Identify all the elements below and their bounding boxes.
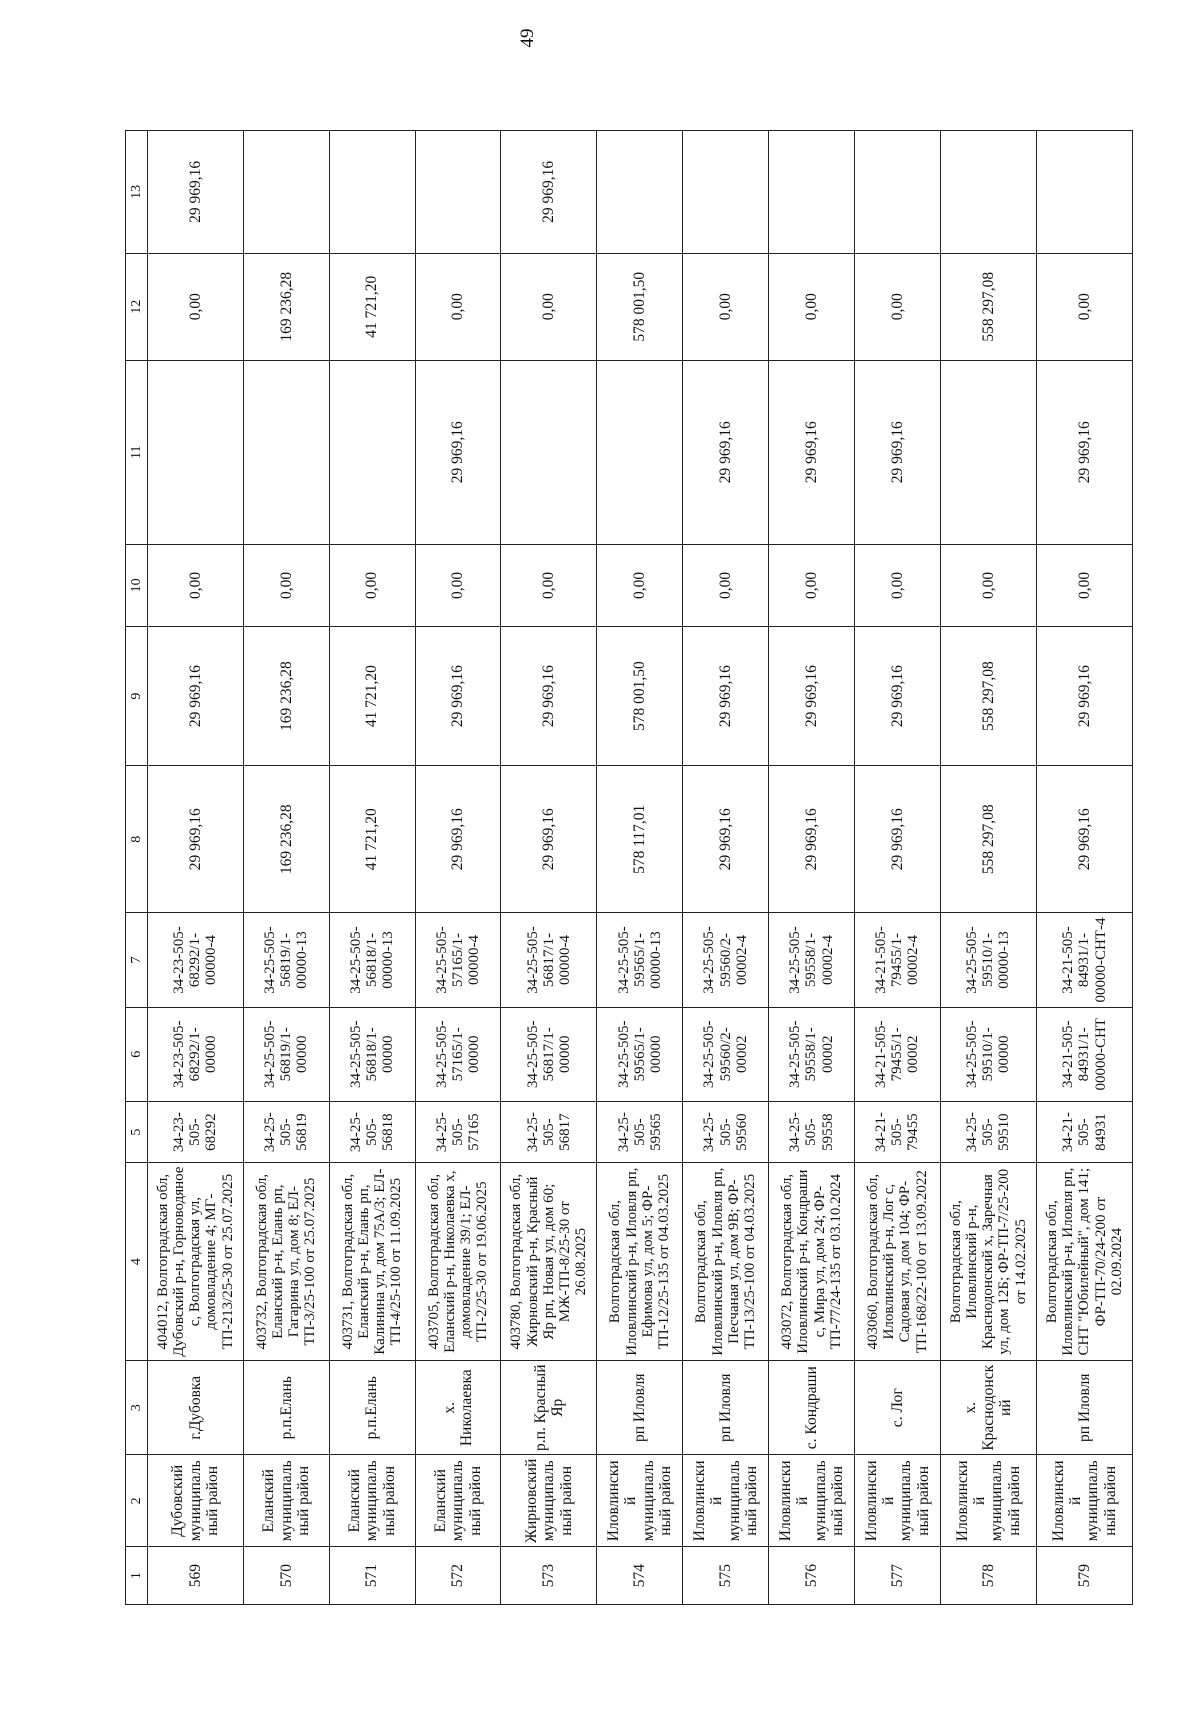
address-cell: Волгоградская обл, Иловлинский р-н, Иловля рп, СНТ "Юбилейный", дом 141; ФР-ТП-70/24-200 от 02.09.2024 (1036, 1163, 1132, 1361)
code-cell: 34-25-505-59565/1-00000-13 (597, 913, 683, 1007)
rotated-table-container (125, 130, 1133, 1605)
settlement-cell: г.Дубовка (147, 1361, 243, 1455)
amount-cell: 29 969,16 (1036, 360, 1132, 544)
row-number-cell: 570 (243, 1547, 329, 1605)
amount-cell: 0,00 (501, 544, 597, 626)
district-cell: Иловлинский муниципальный район (683, 1455, 769, 1547)
row-number-cell: 574 (597, 1547, 683, 1605)
amount-cell: 0,00 (854, 253, 940, 360)
amount-cell: 0,00 (683, 544, 769, 626)
code-cell: 34-25-505-59558 (769, 1101, 855, 1162)
code-cell: 34-25-505-59558/1-00002 (769, 1007, 855, 1101)
address-cell: 403732, Волгоградская обл, Еланский р-н, Елань рп, Гагарина ул, дом 8; ЕЛ-ТП-3/25-100 от 25.07.2025 (243, 1163, 329, 1361)
code-cell: 34-25-505-56819 (243, 1101, 329, 1162)
amount-cell: 29 969,16 (501, 131, 597, 254)
table-row (597, 131, 683, 1605)
amount-cell: 0,00 (243, 544, 329, 626)
column-number: 2 (126, 1455, 148, 1547)
code-cell: 34-25-505-59510 (940, 1101, 1036, 1162)
table-row (147, 131, 243, 1605)
column-number: 5 (126, 1101, 148, 1162)
code-cell: 34-25-505-59510/1-00000 (940, 1007, 1036, 1101)
column-number: 10 (126, 544, 148, 626)
address-cell: 404012, Волгоградская обл, Дубовский р-н, Горноводяное с, Волгоградская ул, домовладение 4; МГ-ТП-213/25-30 от 25.07.2025 (147, 1163, 243, 1361)
table-row (1036, 131, 1132, 1605)
amount-cell: 558 297,08 (940, 766, 1036, 913)
code-cell: 34-25-505-59558/1-00002-4 (769, 913, 855, 1007)
column-number: 1 (126, 1547, 148, 1605)
table-row (854, 131, 940, 1605)
code-cell: 34-23-505-68292/1-00000 (147, 1007, 243, 1101)
district-cell: Еланский муниципальный район (415, 1455, 501, 1547)
amount-cell: 0,00 (415, 544, 501, 626)
settlement-cell: р.п. Красный Яр (501, 1361, 597, 1455)
row-number-cell: 571 (329, 1547, 415, 1605)
amount-cell: 29 969,16 (854, 627, 940, 766)
address-cell: Волгоградская обл, Иловлинский р-н, Иловля рп, Ефимова ул, дом 5; ФР-ТП-12/25-135 от 04.03.2025 (597, 1163, 683, 1361)
table-row (501, 131, 597, 1605)
amount-cell: 29 969,16 (501, 627, 597, 766)
code-cell: 34-21-505-84931/1-00000-СНТ (1036, 1007, 1132, 1101)
settlement-cell: рп Иловля (683, 1361, 769, 1455)
amount-cell: 578 117,01 (597, 766, 683, 913)
amount-cell: 578 001,50 (597, 253, 683, 360)
row-number-cell: 579 (1036, 1547, 1132, 1605)
code-cell: 34-25-505-59560/2-00002 (683, 1007, 769, 1101)
code-cell: 34-21-505-79455 (854, 1101, 940, 1162)
settlement-cell: р.п.Елань (243, 1361, 329, 1455)
amount-cell: 29 969,16 (147, 766, 243, 913)
amount-cell: 29 969,16 (683, 766, 769, 913)
code-cell: 34-21-505-79455/1-00002 (854, 1007, 940, 1101)
amount-cell: 0,00 (329, 544, 415, 626)
amount-cell (597, 131, 683, 254)
amount-cell: 558 297,08 (940, 627, 1036, 766)
amount-cell (854, 131, 940, 254)
column-number: 6 (126, 1007, 148, 1101)
district-cell: Иловлинский муниципальный район (597, 1455, 683, 1547)
amount-cell: 0,00 (683, 253, 769, 360)
column-number-row (126, 131, 148, 1605)
column-number: 8 (126, 766, 148, 913)
code-cell: 34-21-505-84931/1-00000-СНТ-4 (1036, 913, 1132, 1007)
code-cell: 34-25-505-56817/1-00000-4 (501, 913, 597, 1007)
amount-cell: 578 001,50 (597, 627, 683, 766)
code-cell: 34-25-505-56817/1-00000 (501, 1007, 597, 1101)
amount-cell: 0,00 (940, 544, 1036, 626)
district-cell: Иловлинский муниципальный район (1036, 1455, 1132, 1547)
code-cell: 34-25-505-59560 (683, 1101, 769, 1162)
amount-cell: 29 969,16 (415, 627, 501, 766)
table-body (126, 131, 1133, 1605)
table-row (683, 131, 769, 1605)
amount-cell: 29 969,16 (501, 766, 597, 913)
address-cell: 403072, Волгоградская обл, Иловлинский р-н, Кондраши с, Мира ул, дом 24; ФР-ТП-77/24-135 от 03.10.2024 (769, 1163, 855, 1361)
amount-cell: 0,00 (147, 544, 243, 626)
amount-cell: 169 236,28 (243, 253, 329, 360)
address-cell: 403780, Волгоградская обл, Жирновский р-н, Красный Яр рп, Новая ул, дом 60; МЖ-ТП-8/25-30 от 26.08.2025 (501, 1163, 597, 1361)
address-cell: 403705, Волгоградская обл, Еланский р-н, Николаевка х, домовладение 39/1; ЕЛ-ТП-2/25-30 от 19.06.2025 (415, 1163, 501, 1361)
code-cell: 34-25-505-59565/1-00000 (597, 1007, 683, 1101)
amount-cell (501, 360, 597, 544)
amount-cell: 29 969,16 (854, 360, 940, 544)
column-number: 12 (126, 253, 148, 360)
row-number-cell: 578 (940, 1547, 1036, 1605)
district-cell: Еланский муниципальный район (243, 1455, 329, 1547)
amount-cell: 29 969,16 (1036, 627, 1132, 766)
row-number-cell: 572 (415, 1547, 501, 1605)
district-cell: Иловлинский муниципальный район (854, 1455, 940, 1547)
amount-cell: 29 969,16 (769, 627, 855, 766)
amount-cell: 0,00 (1036, 253, 1132, 360)
code-cell: 34-25-505-57165 (415, 1101, 501, 1162)
settlement-cell: х. Николаевка (415, 1361, 501, 1455)
code-cell: 34-21-505-79455/1-00002-4 (854, 913, 940, 1007)
amount-cell (243, 360, 329, 544)
address-cell: 403060, Волгоградская обл, Иловлинский р-н, Лог с, Садовая ул, дом 104; ФР-ТП-168/22-100 от 13.09.2022 (854, 1163, 940, 1361)
row-number-cell: 575 (683, 1547, 769, 1605)
row-number-cell: 569 (147, 1547, 243, 1605)
amount-cell: 0,00 (597, 544, 683, 626)
district-cell: Иловлинский муниципальный район (940, 1455, 1036, 1547)
table-row (415, 131, 501, 1605)
amount-cell (147, 360, 243, 544)
row-number-cell: 577 (854, 1547, 940, 1605)
code-cell: 34-25-505-59510/1-00000-13 (940, 913, 1036, 1007)
settlement-cell: с. Лог (854, 1361, 940, 1455)
row-number-cell: 576 (769, 1547, 855, 1605)
column-number: 13 (126, 131, 148, 254)
column-number: 11 (126, 360, 148, 544)
amount-cell: 0,00 (1036, 544, 1132, 626)
amount-cell: 0,00 (769, 253, 855, 360)
amount-cell (769, 131, 855, 254)
amount-cell: 29 969,16 (147, 627, 243, 766)
settlement-cell: р.п.Елань (329, 1361, 415, 1455)
code-cell: 34-25-505-56818 (329, 1101, 415, 1162)
amount-cell (329, 131, 415, 254)
amount-cell (1036, 131, 1132, 254)
code-cell: 34-25-505-56819/1-00000-13 (243, 913, 329, 1007)
amount-cell (940, 360, 1036, 544)
district-cell: Иловлинский муниципальный район (769, 1455, 855, 1547)
amount-cell (243, 131, 329, 254)
code-cell: 34-25-505-57165/1-00000-4 (415, 913, 501, 1007)
code-cell: 34-21-505-84931 (1036, 1101, 1132, 1162)
table-row (329, 131, 415, 1605)
amount-cell: 29 969,16 (683, 627, 769, 766)
table-row (769, 131, 855, 1605)
settlement-cell: рп Иловля (1036, 1361, 1132, 1455)
amount-cell (683, 131, 769, 254)
code-cell: 34-25-505-56819/1-00000 (243, 1007, 329, 1101)
settlement-cell: рп Иловля (597, 1361, 683, 1455)
amount-cell (415, 131, 501, 254)
amount-cell: 41 721,20 (329, 766, 415, 913)
code-cell: 34-25-505-59565 (597, 1101, 683, 1162)
data-table (125, 130, 1133, 1605)
column-number: 7 (126, 913, 148, 1007)
address-cell: Волгоградская обл, Иловлинский р-н, Иловля рп, Песчаная ул, дом 9В; ФР-ТП-13/25-100 от 04.03.2025 (683, 1163, 769, 1361)
amount-cell: 41 721,20 (329, 253, 415, 360)
code-cell: 34-25-505-57165/1-00000 (415, 1007, 501, 1101)
column-number: 3 (126, 1361, 148, 1455)
amount-cell: 0,00 (769, 544, 855, 626)
amount-cell: 0,00 (854, 544, 940, 626)
address-cell: Волгоградская обл, Иловлинский р-н, Краснодонский х, Заречная ул, дом 12Б; ФР-ТП-7/25-200 от 14.02.2025 (940, 1163, 1036, 1361)
address-cell: 403731, Волгоградская обл, Еланский р-н, Елань рп, Калинина ул, дом 75А/3; ЕЛ-ТП-4/25-100 от 11.09.2025 (329, 1163, 415, 1361)
amount-cell: 29 969,16 (854, 766, 940, 913)
amount-cell: 29 969,16 (769, 766, 855, 913)
amount-cell: 29 969,16 (147, 131, 243, 254)
code-cell: 34-25-505-56818/1-00000-13 (329, 913, 415, 1007)
column-number: 4 (126, 1163, 148, 1361)
district-cell: Еланский муниципальный район (329, 1455, 415, 1547)
amount-cell: 0,00 (501, 253, 597, 360)
table-row (940, 131, 1036, 1605)
amount-cell (940, 131, 1036, 254)
district-cell: Жирновский муниципальный район (501, 1455, 597, 1547)
amount-cell: 29 969,16 (415, 360, 501, 544)
amount-cell (597, 360, 683, 544)
amount-cell (329, 360, 415, 544)
amount-cell: 29 969,16 (683, 360, 769, 544)
amount-cell: 29 969,16 (415, 766, 501, 913)
code-cell: 34-23-505-68292/1-00000-4 (147, 913, 243, 1007)
code-cell: 34-25-505-56817 (501, 1101, 597, 1162)
district-cell: Дубовский муниципальный район (147, 1455, 243, 1547)
row-number-cell: 573 (501, 1547, 597, 1605)
code-cell: 34-25-505-56818/1-00000 (329, 1007, 415, 1101)
amount-cell: 169 236,28 (243, 766, 329, 913)
settlement-cell: х. Краснодонский (940, 1361, 1036, 1455)
amount-cell: 558 297,08 (940, 253, 1036, 360)
amount-cell: 0,00 (147, 253, 243, 360)
amount-cell: 29 969,16 (769, 360, 855, 544)
code-cell: 34-23-505-68292 (147, 1101, 243, 1162)
code-cell: 34-25-505-59560/2-00002-4 (683, 913, 769, 1007)
settlement-cell: с. Кондраши (769, 1361, 855, 1455)
amount-cell: 41 721,20 (329, 627, 415, 766)
amount-cell: 169 236,28 (243, 627, 329, 766)
page-number: 49 (517, 28, 538, 48)
table-row (243, 131, 329, 1605)
column-number: 9 (126, 627, 148, 766)
amount-cell: 29 969,16 (1036, 766, 1132, 913)
amount-cell: 0,00 (415, 253, 501, 360)
